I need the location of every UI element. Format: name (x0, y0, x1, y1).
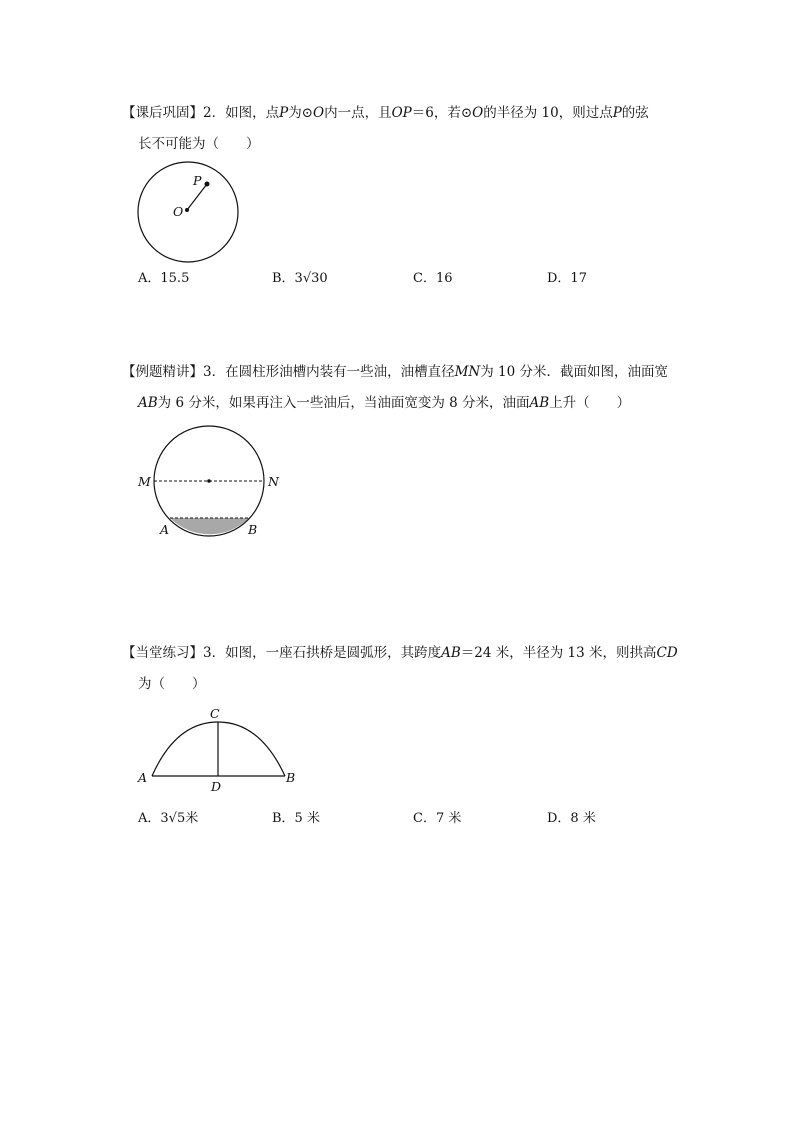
q2-center-point (207, 479, 211, 483)
q3-label-b: B (286, 770, 296, 785)
q3-option-a-radicand: 5 (176, 811, 186, 826)
q3-option-c[interactable]: C．7 米 (413, 811, 462, 826)
q1-text-3: 内一点，且 (324, 105, 392, 121)
q2-oil-segment (170, 518, 249, 534)
q1-var-o: O (313, 105, 325, 121)
q1-text-5: 的半径为 10，则过点 (483, 105, 613, 121)
sqrt-icon: √ (302, 271, 312, 286)
q1-text-4: ＝6，若⊙ (411, 105, 473, 121)
q2-label-m: M (138, 474, 151, 489)
q1-label-p: P (193, 173, 202, 188)
q2-var-ab-2: AB (529, 395, 550, 411)
q1-var-p-2: P (612, 105, 622, 121)
q3-option-b[interactable]: B．5 米 (272, 811, 320, 826)
q2-tag: 【例题精讲】 (122, 364, 203, 380)
q2-var-ab: AB (138, 395, 158, 411)
q3-label-d: D (211, 779, 222, 794)
q1-option-b-radicand: 30 (311, 271, 328, 286)
q1-circle-figure (130, 158, 250, 268)
q1-line2: 长不可能为（ ） (138, 136, 260, 152)
q1-text-2: 为⊙ (288, 105, 313, 121)
q2-text-1: 3．在圆柱形油槽内装有一些油，油槽直径 (203, 364, 455, 380)
q3-option-a-unit: 米 (185, 811, 199, 826)
q3-label-a: A (138, 770, 148, 785)
q1-text-6: 的弦 (621, 105, 649, 121)
q3-line1 (122, 644, 678, 662)
q3-text-1: 3．如图，一座石拱桥是圆弧形，其跨度 (203, 645, 442, 661)
sqrt-icon: √ (168, 811, 177, 826)
q1-point-p (205, 182, 210, 187)
q1-option-a[interactable]: A．15.5 (138, 271, 190, 286)
q3-var-ab: AB (441, 645, 461, 661)
q2-text-4: 上升（ ） (549, 395, 631, 411)
q1-circle (138, 162, 238, 262)
q2-text-3: 为 6 分米，如果再注入一些油后，当油面宽变为 8 分米，油面 (157, 395, 530, 411)
q1-option-d[interactable]: D．17 (547, 271, 587, 286)
q2-var-mn: MN (454, 364, 481, 380)
q1-option-b[interactable] (272, 270, 328, 288)
q3-option-d[interactable]: D．8 米 (547, 811, 596, 826)
q3-line2: 为（ ） (138, 676, 206, 692)
q1-point-o (185, 208, 189, 212)
q1-var-o-2: O (472, 105, 484, 121)
q3-option-a-coef: A．3 (138, 811, 169, 826)
q1-text-1: 2．如图，点 (203, 105, 280, 121)
q2-oil-tank-figure (132, 420, 287, 545)
q3-text-2: ＝24 米，半径为 13 米，则拱高 (460, 645, 657, 661)
q1-label-o: O (173, 204, 184, 219)
q3-label-c: C (210, 706, 220, 721)
q2-line2 (138, 394, 630, 412)
q1-option-b-coef: B．3 (272, 271, 303, 286)
q2-label-a: A (160, 522, 170, 537)
q1-var-op: OP (391, 105, 412, 121)
q2-line1 (122, 363, 668, 381)
q3-var-cd: CD (656, 645, 678, 661)
q3-tag: 【当堂练习】 (122, 645, 203, 661)
q1-var-p: P (279, 105, 289, 121)
q2-text-2: 为 10 分米．截面如图，油面宽 (480, 364, 668, 380)
q1-tag: 【课后巩固】 (122, 105, 203, 121)
q1-option-c[interactable]: C．16 (413, 271, 453, 286)
q1-line1 (122, 104, 649, 122)
q3-option-a[interactable] (138, 810, 198, 828)
q3-arch-bridge-figure (130, 702, 310, 794)
q2-label-n: N (268, 474, 279, 489)
q2-label-b: B (248, 522, 258, 537)
